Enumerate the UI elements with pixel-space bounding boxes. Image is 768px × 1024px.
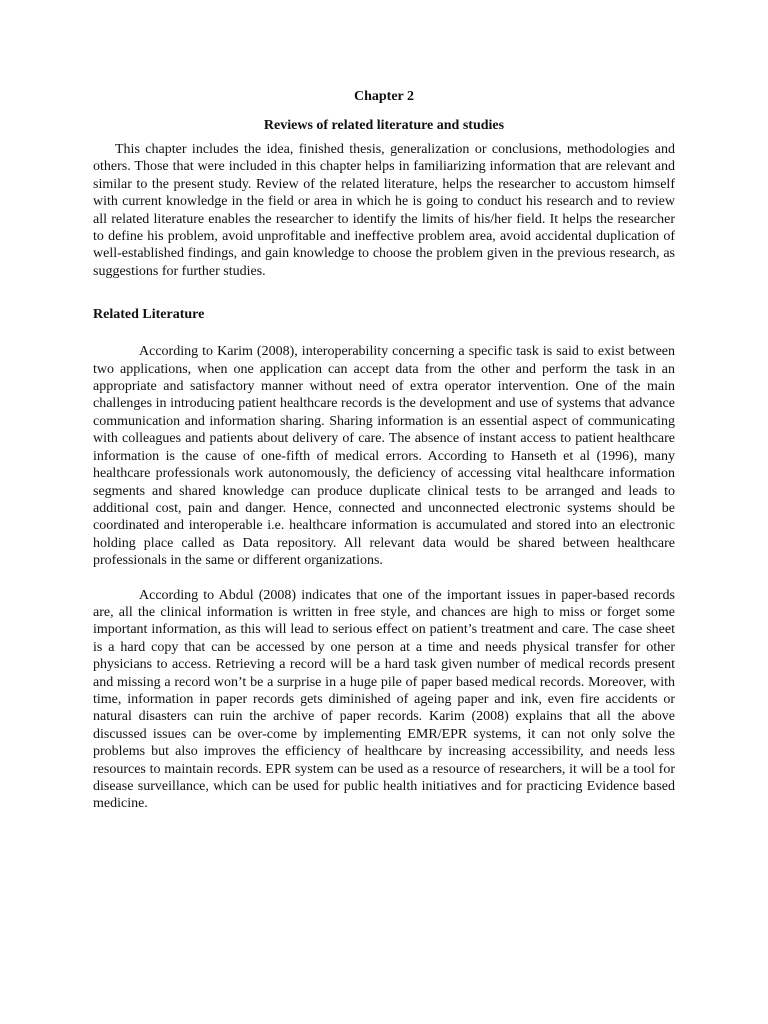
paragraph-spacer (93, 570, 675, 587)
literature-paragraph-abdul: According to Abdul (2008) indicates that one of the important issues in paper-based records are, all the clinical information is written in free style, and chances are high to miss or forget some important information, as this will lead to serious effect on patient’s treatment and care. The case sheet is a hard copy that can be accessed by one person at a time and needs physical transfer for other physicians to access. Retrieving a record will be a hard task given number of medical records present and missing a record won’t be a surprise in a huge pile of paper based medical records. Moreover, with time, information in paper records gets diminished of ageing paper and ink, even fire accidents or natural disasters can ruin the archive of paper records. Karim (2008) explains that all the above discussed issues can be over-come by implementing EMR/EPR systems, it can not only solve the problems but also improves the efficiency of healthcare by increasing accessibility, and needs less resources to maintain records. EPR system can be used as a resource of researchers, it will be a tool for disease surveillance, which can be used for public health initiatives and for practicing Evidence based medicine. (93, 587, 675, 812)
chapter-subtitle: Reviews of related literature and studies (263, 118, 505, 133)
literature-paragraph-karim: According to Karim (2008), interoperability concerning a specific task is said to exist between two applications, when one application can accept data from the other and perform the task in an appropriate and satisfactory manner without need of extra operator intervention. One of the main challenges in introducing patient healthcare records is the development and use of systems that advance communication and information sharing. Sharing information is an essential aspect of communicating with colleagues and patients about delivery of care. The absence of instant access to patient healthcare information is the cause of one-fifth of medical errors. According to Hanseth et al (1996), many healthcare professionals work autonomously, the deficiency of accessing vital healthcare information segments and shared knowledge can produce duplicate clinical tests to be arranged and leads to additional cost, pain and danger. Hence, connected and unconnected electronic systems should be coordinated and interoperable i.e. healthcare information is accumulated and stored into an electronic holding place called as Data repository. All relevant data would be shared between healthcare professionals in the same or different organizations. (93, 344, 675, 569)
chapter-title: Chapter 2 (353, 89, 415, 104)
section-heading-related-literature: Related Literature (93, 307, 205, 323)
intro-paragraph: This chapter includes the idea, finished thesis, generalization or conclusions, methodologies and others. Those that were included in this chapter helps in familiarizing information that are relevant and similar to the present study. Review of the related literature, helps the researcher to accustom himself with current knowledge in the field or area in which he is going to conduct his research and to review all related literature enables the researcher to identify the limits of his/her field. It helps the researcher to define his problem, avoid unprofitable and ineffective problem area, avoid accidental duplication of well-established findings, and gain knowledge to choose the problem given in the previous research, as suggestions for further studies. (93, 142, 675, 279)
document-page (93, 87, 675, 813)
